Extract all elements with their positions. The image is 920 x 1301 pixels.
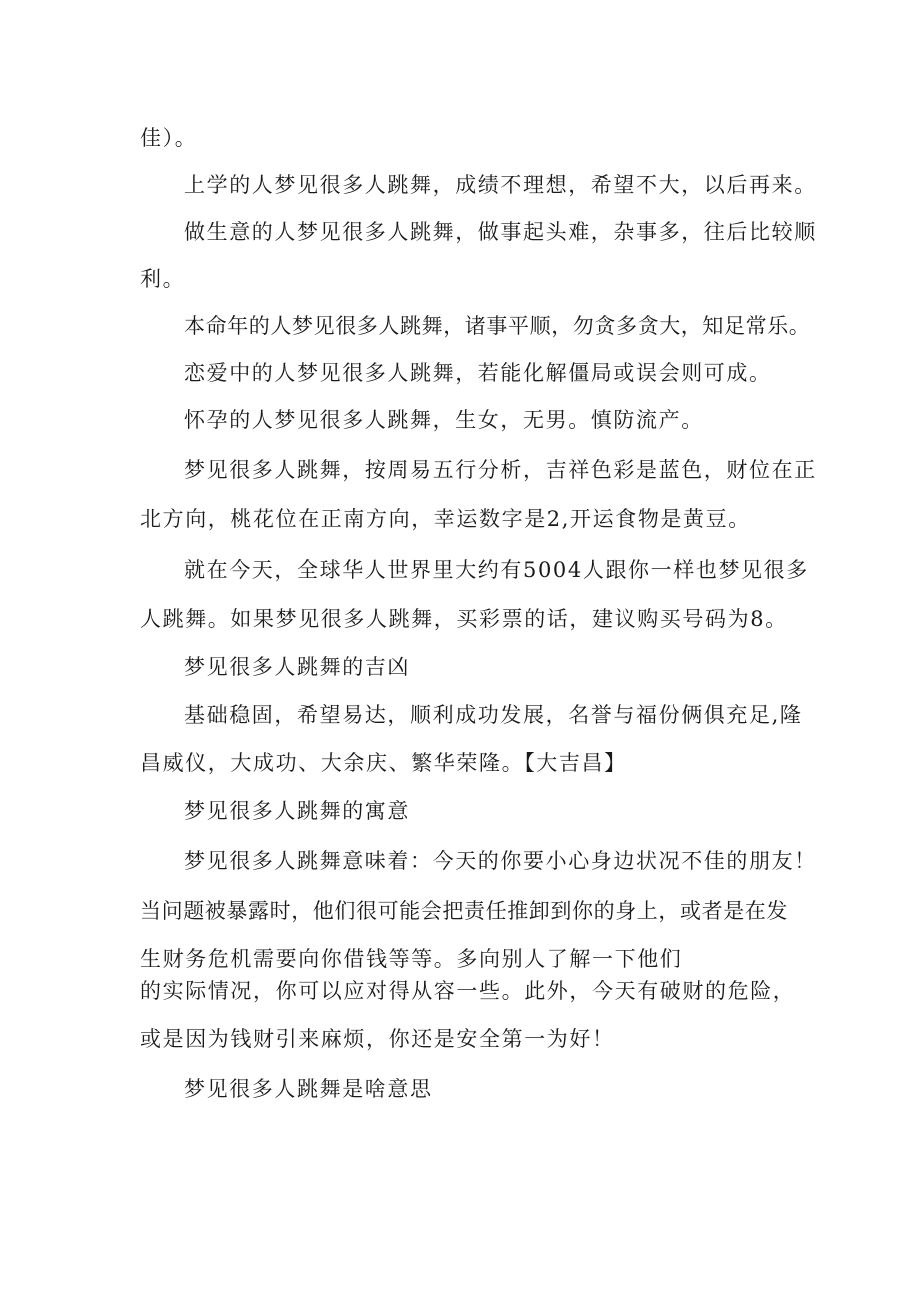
paragraph-in-love: 恋爱中的人梦见很多人跳舞，若能化解僵局或误会则可成。 bbox=[184, 361, 772, 385]
paragraph-business: 做生意的人梦见很多人跳舞，做事起头难，杂事多，往后比较顺 bbox=[184, 220, 817, 244]
heading-fortune: 梦见很多人跳舞的吉凶 bbox=[184, 655, 410, 679]
paragraph-today: 就在今天，全球华人世界里大约有5004人跟你一样也梦见很多 bbox=[184, 558, 809, 582]
paragraph-meaning-cont-4: 或是因为钱财引来麻烦，你还是安全第一为好！ bbox=[140, 1027, 615, 1051]
paragraph-fortune: 基础稳固，希望易达，顺利成功发展，名誉与福份俩俱充足,隆 bbox=[184, 703, 803, 727]
text-line-continuation: 佳）。 bbox=[140, 126, 198, 150]
paragraph-today-cont: 人跳舞。如果梦见很多人跳舞，买彩票的话，建议购买号码为8。 bbox=[140, 607, 788, 631]
paragraph-five-elements-cont: 北方向，桃花位在正南方向，幸运数字是2,开运食物是黄豆。 bbox=[140, 507, 751, 531]
heading-what-it-means: 梦见很多人跳舞是啥意思 bbox=[184, 1077, 433, 1101]
paragraph-meaning-cont-2: 生财务危机需要向你借钱等等。多向别人了解一下他们 bbox=[140, 947, 683, 971]
paragraph-zodiac-year: 本命年的人梦见很多人跳舞，诸事平顺，勿贪多贪大，知足常乐。 bbox=[184, 314, 811, 338]
paragraph-five-elements: 梦见很多人跳舞，按周易五行分析，吉祥色彩是蓝色，财位在正 bbox=[184, 458, 817, 482]
paragraph-meaning-cont-3: 的实际情况，你可以应对得从容一些。此外，今天有破财的危险， bbox=[140, 979, 796, 1003]
paragraph-meaning-cont-1: 当问题被暴露时，他们很可能会把责任推卸到你的身上，或者是在发 bbox=[140, 899, 788, 923]
paragraph-pregnant: 怀孕的人梦见很多人跳舞，生女，无男。慎防流产。 bbox=[184, 408, 704, 432]
paragraph-meaning: 梦见很多人跳舞意味着：今天的你要小心身边状况不佳的朋友！ bbox=[184, 849, 817, 873]
paragraph-student: 上学的人梦见很多人跳舞，成绩不理想，希望不大，以后再来。 bbox=[184, 173, 817, 197]
heading-meaning: 梦见很多人跳舞的寓意 bbox=[184, 799, 410, 823]
paragraph-business-cont: 利。 bbox=[140, 267, 186, 291]
paragraph-fortune-cont: 昌威仪，大成功、大余庆、繁华荣隆。【大吉昌】 bbox=[140, 751, 627, 775]
